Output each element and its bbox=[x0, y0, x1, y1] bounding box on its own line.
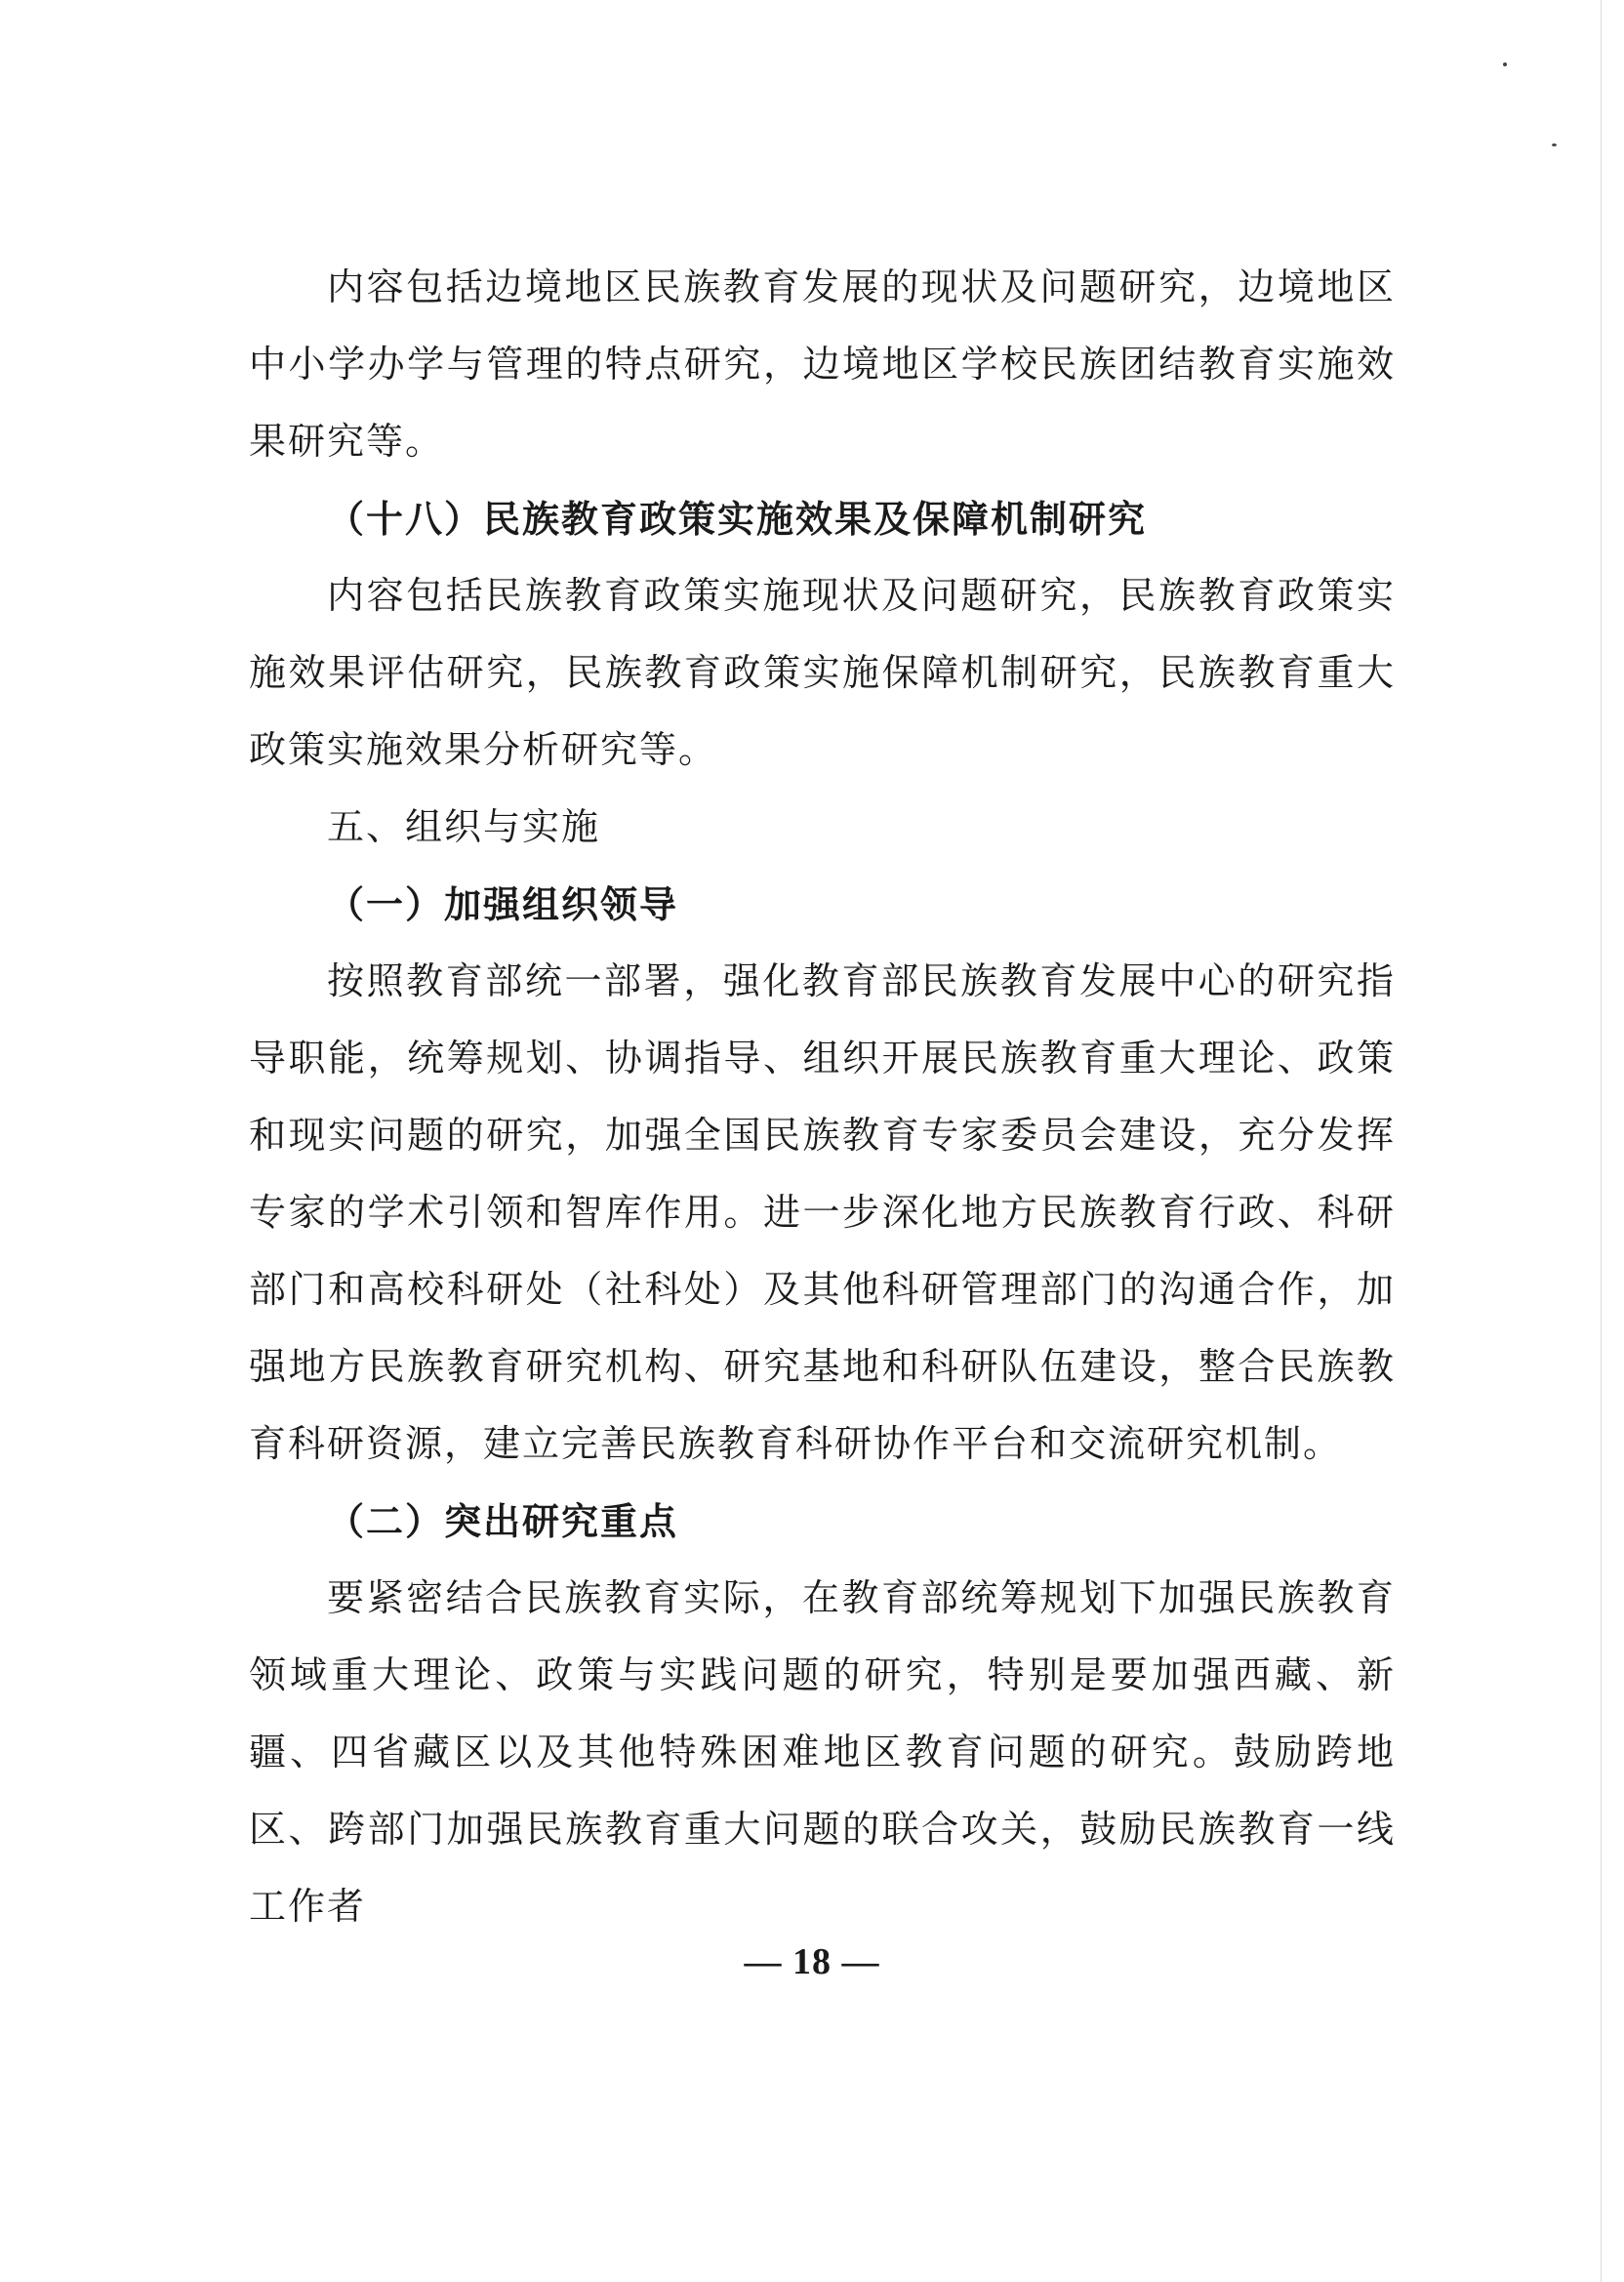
paragraph-leadership: 按照教育部统一部署，强化教育部民族教育发展中心的研究指导职能，统筹规划、协调指导、组织开展民族教育重大理论、政策和现实问题的研究，加强全国民族教育专家委员会建设，充分发挥专家的学术引领和智库作用。进一步深化地方民族教育行政、科研部门和高校科研处（社科处）及其他科研管理部门的沟通合作，加强地方民族教育研究机构、研究基地和科研队伍建设，整合民族教育科研资源，建立完善民族教育科研协作平台和交流研究机制。 bbox=[249, 959, 1396, 1465]
paragraph-border-region-content: 内容包括边境地区民族教育发展的现状及问题研究，边境地区中小学办学与管理的特点研究，边境地区学校民族团结教育实施效果研究等。 bbox=[249, 265, 1396, 463]
subheading-research-focus: （二）突出研究重点 bbox=[327, 1499, 679, 1543]
scan-speck bbox=[1503, 62, 1507, 66]
scan-speck bbox=[1552, 143, 1557, 146]
subheading-policy-effect: （十八）民族教育政策实施效果及保障机制研究 bbox=[327, 497, 1148, 541]
paragraph-research-focus: 要紧密结合民族教育实际，在教育部统筹规划下加强民族教育领域重大理论、政策与实践问题的研究，特别是要加强西藏、新疆、四省藏区以及其他特殊困难地区教育问题的研究。鼓励跨地区、跨部门加强民族教育重大问题的联合攻关，鼓励民族教育一线工作者 bbox=[249, 1576, 1396, 1928]
paragraph-policy-content: 内容包括民族教育政策实施现状及问题研究，民族教育政策实施效果评估研究，民族教育政策实施保障机制研究，民族教育重大政策实施效果分析研究等。 bbox=[249, 574, 1396, 771]
page-number: — 18 — bbox=[744, 1941, 880, 1982]
document-body bbox=[249, 249, 1396, 1945]
subheading-leadership: （一）加强组织领导 bbox=[327, 882, 679, 926]
section-heading-organization: 五、组织与实施 bbox=[327, 805, 601, 848]
